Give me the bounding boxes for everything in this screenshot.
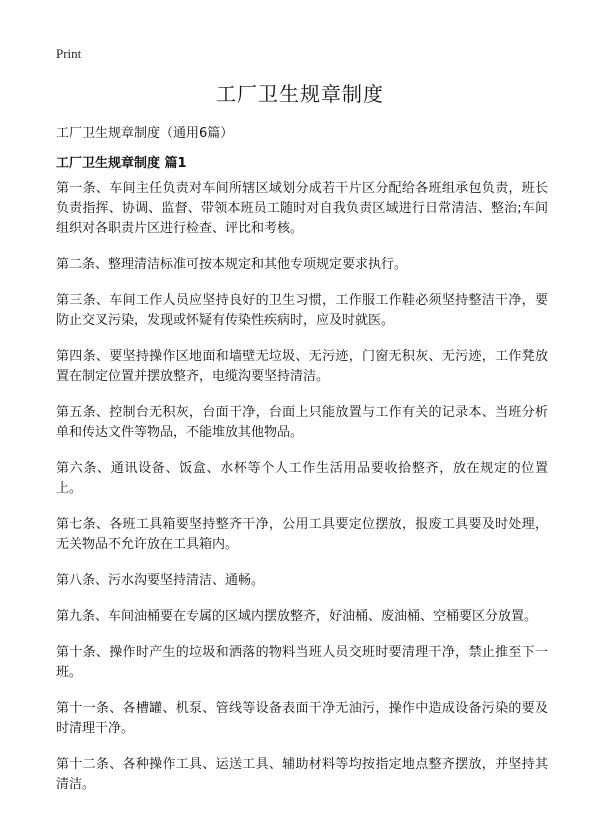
article-item: 第六条、通讯设备、饭盒、水杯等个人工作生活用品要收拾整齐，放在规定的位置上。 <box>56 461 548 496</box>
article-list <box>56 179 548 811</box>
document-subtitle: 工厂卫生规章制度（通用6篇） <box>56 126 234 141</box>
article-item: 第九条、车间油桶要在专属的区域内摆放整齐，好油桶、废油桶、空桶要区分放置。 <box>56 609 538 624</box>
article-item: 第五条、控制台无积灰，台面干净，台面上只能放置与工作有关的记录本、当班分析单和传达文件等物品，不能堆放其他物品。 <box>56 405 548 440</box>
print-link[interactable]: Print <box>56 46 82 61</box>
article-item: 第三条、车间工作人员应坚持良好的卫生习惯，工作服工作鞋必须坚持整洁干净，要防止交叉污染，发现或怀疑有传染性疾病时，应及时就医。 <box>56 293 548 328</box>
article-item: 第一条、车间主任负责对车间所辖区域划分成若干片区分配给各班组承包负责，班长负责指挥、协调、监督、带领本班员工随时对自我负责区域进行日常清洁、整治;车间组织对各职责片区进行检查、评比和考核。 <box>56 181 548 236</box>
article-item: 第四条、要坚持操作区地面和墙壁无垃圾、无污迹，门窗无积灰、无污迹，工作凳放置在制定位置并摆放整齐，电缆沟要坚持清洁。 <box>56 349 548 384</box>
article-item: 第二条、整理清洁标准可按本规定和其他专项规定要求执行。 <box>56 257 408 272</box>
section-heading: 工厂卫生规章制度 篇1 <box>56 156 187 171</box>
article-item: 第七条、各班工具箱要坚持整齐干净，公用工具要定位摆放，报废工具要及时处理，无关物品不允许放在工具箱内。 <box>56 517 548 552</box>
article-item: 第十条、操作时产生的垃圾和洒落的物料当班人员交班时要清理干净，禁止推至下一班。 <box>56 645 548 680</box>
article-item: 第十二条、各种操作工具、运送工具、辅助材料等均按指定地点整齐摆放，并坚持其清洁。 <box>56 757 548 792</box>
article-item: 第八条、污水沟要坚持清洁、通畅。 <box>56 573 265 588</box>
article-item: 第十一条、各槽罐、机泵、管线等设备表面干净无油污，操作中造成设备污染的要及时清理干净。 <box>56 701 548 736</box>
page-title: 工厂卫生规章制度 <box>216 82 384 106</box>
